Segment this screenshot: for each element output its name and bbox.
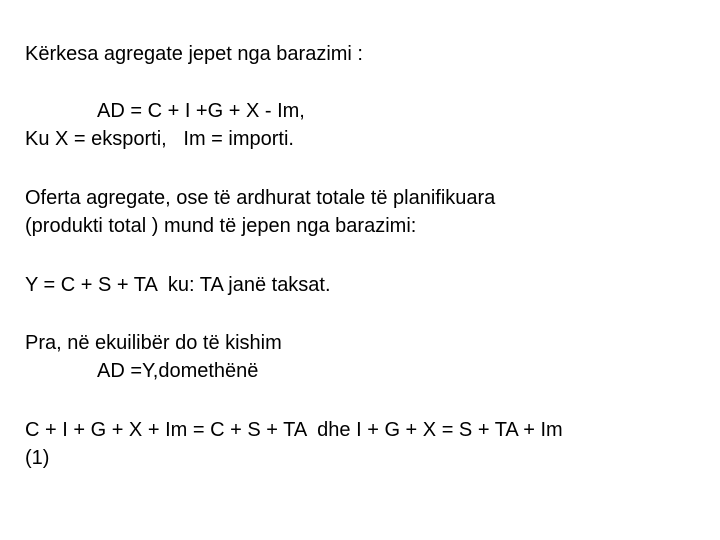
equilibrium-condition: AD =Y,domethënë	[97, 360, 259, 382]
equilibrium-text: Pra, në ekuilibër do të kishim	[25, 332, 282, 354]
supply-text-line-1: Oferta agregate, ose të ardhurat totale të planifikuara	[25, 187, 496, 209]
final-equation: C + I + G + X + Im = C + S + TA dhe I + G + X = S + TA + Im	[25, 419, 563, 441]
intro-text: Kërkesa agregate jepet nga barazimi :	[25, 43, 363, 65]
equation-number: (1)	[25, 447, 50, 469]
y-equation: Y = C + S + TA ku: TA janë taksat.	[25, 274, 331, 296]
ad-equation: AD = C + I +G + X - Im,	[97, 100, 305, 122]
supply-text-line-2: (produkti total ) mund të jepen nga barazimi:	[25, 215, 417, 237]
ad-definition: Ku X = eksporti, Im = importi.	[25, 128, 294, 150]
